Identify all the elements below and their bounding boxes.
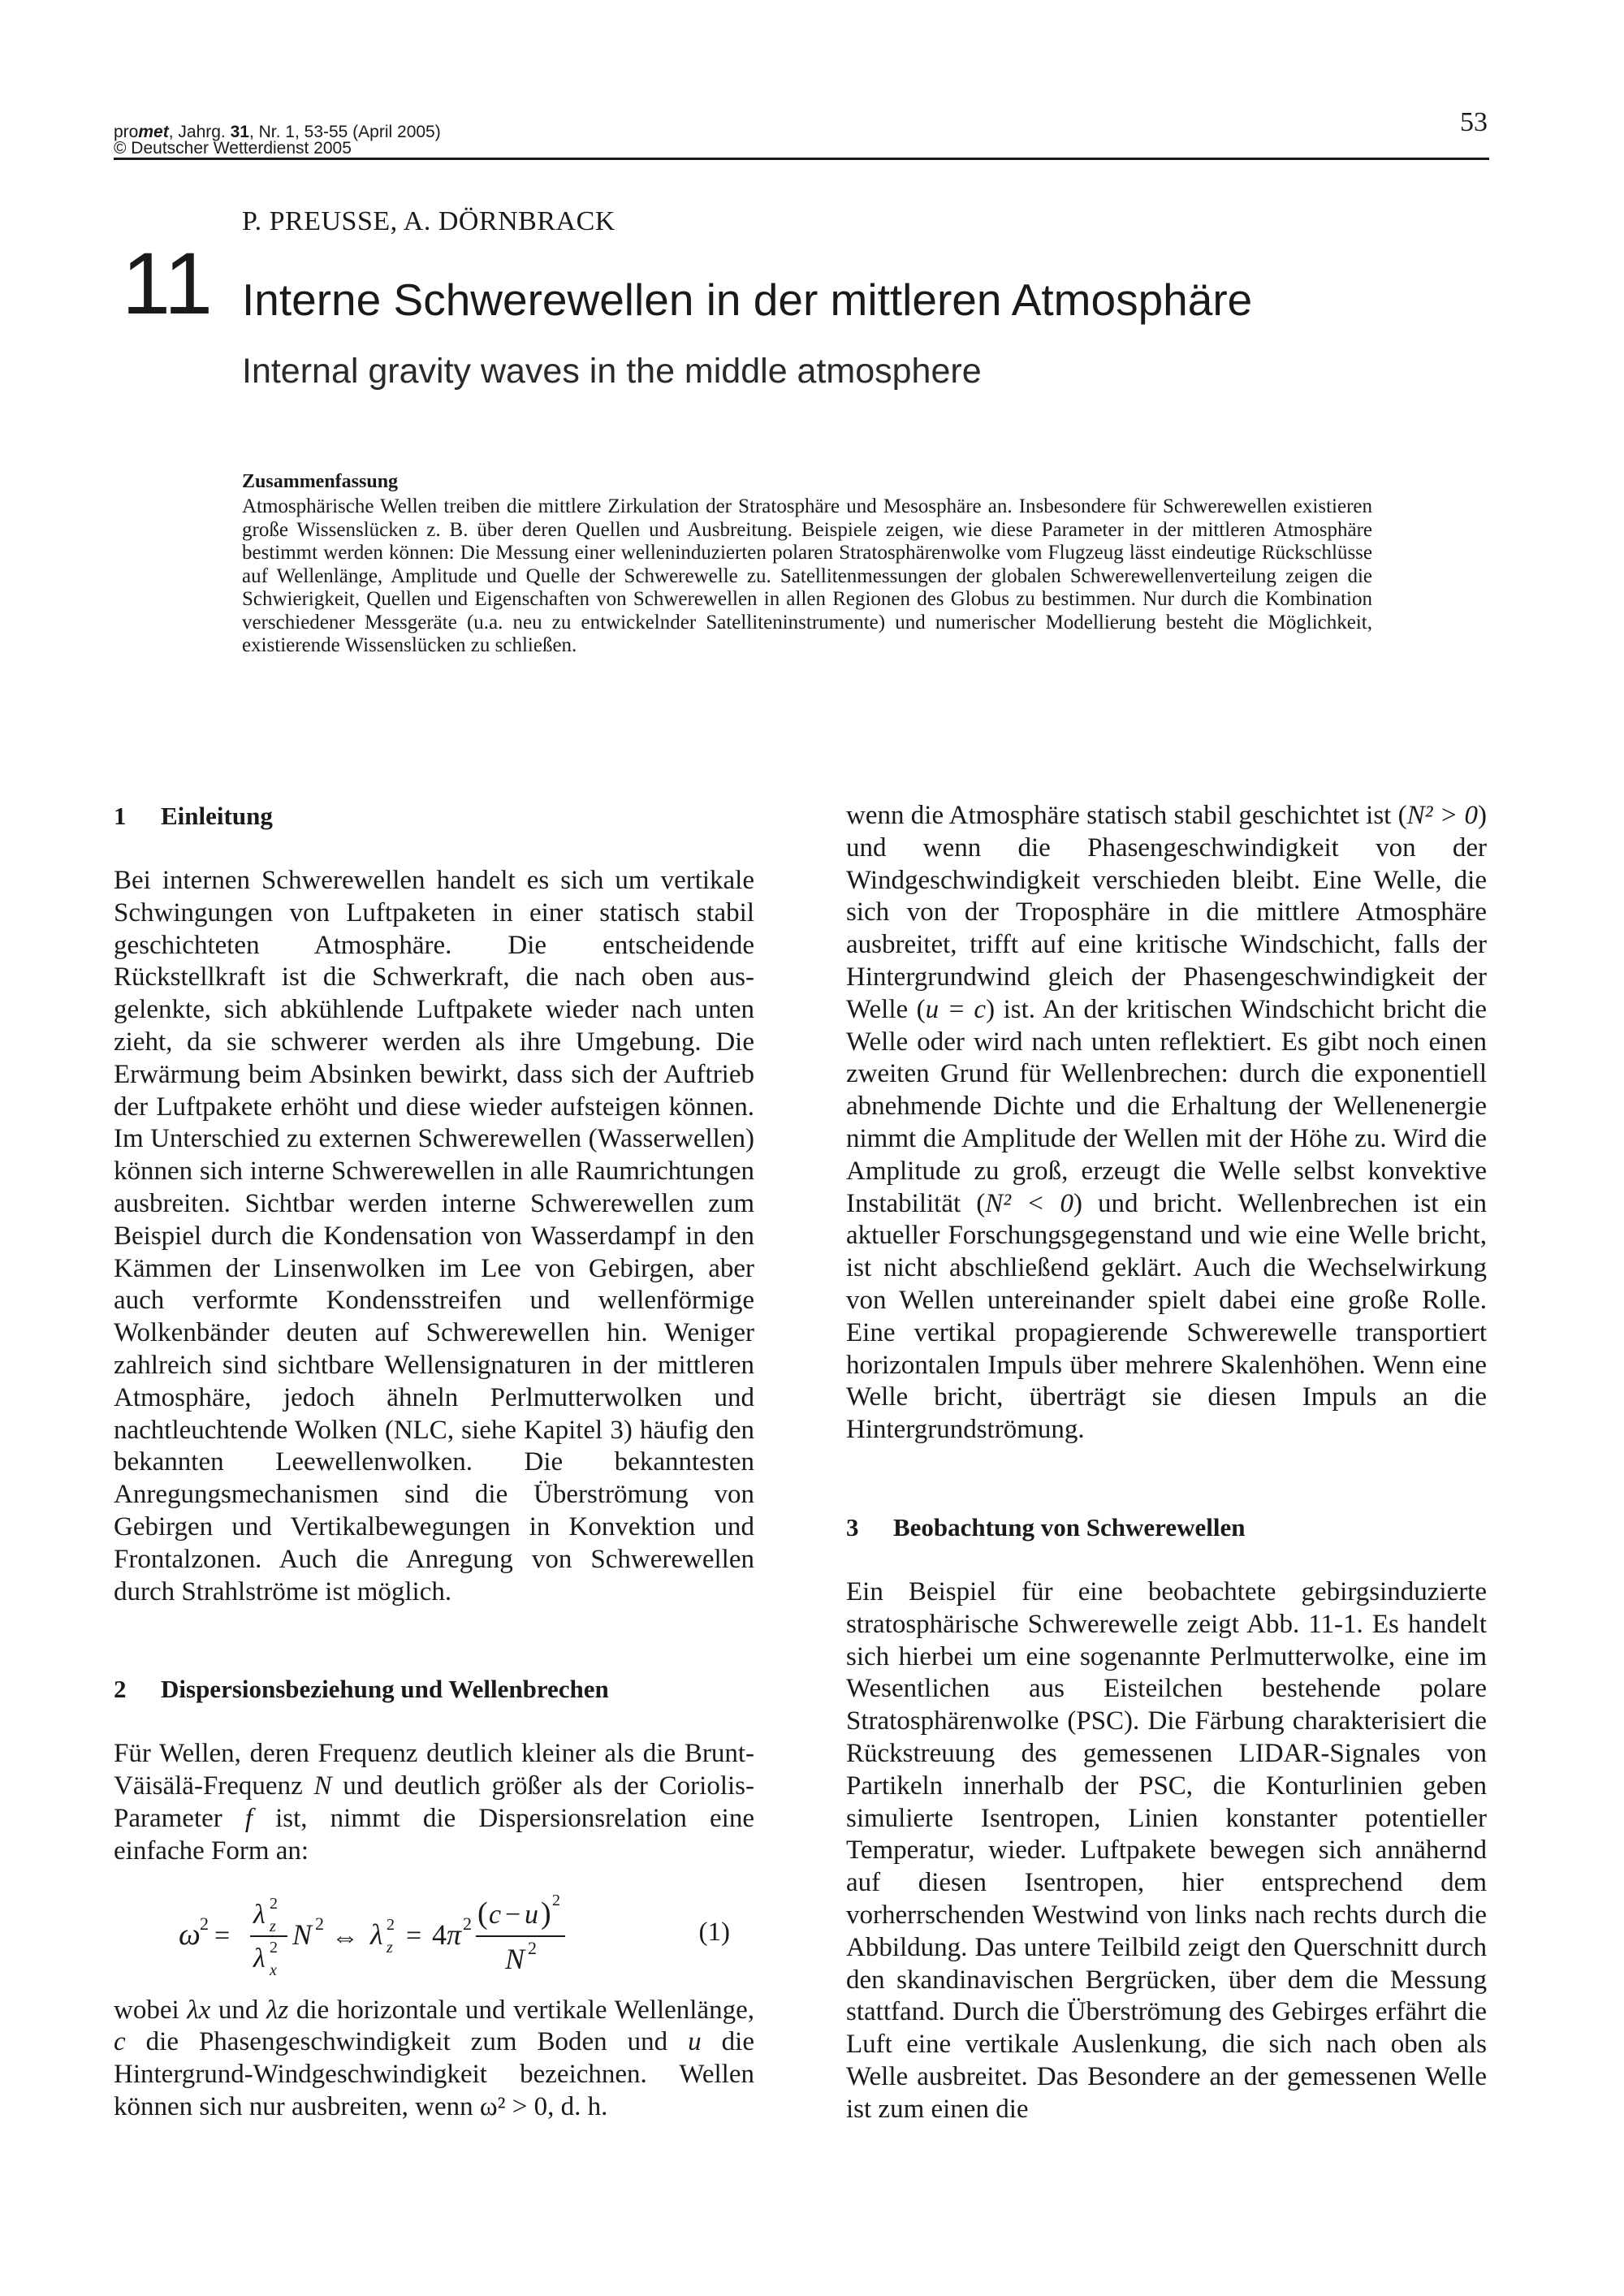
svg-text:(: (: [477, 1896, 488, 1931]
section-1-number: 1: [114, 802, 127, 830]
svg-text:2: 2: [270, 1894, 278, 1913]
abstract-heading: Zusammenfassung: [242, 471, 399, 492]
right-column: [846, 800, 1487, 2125]
section-1-body: Bei internen Schwerewellen handelt es sich um vertikale Schwingungen von Luftpaketen in einer statisch stabil geschichteten Atmosphäre. Die entscheidende Rückstellkraft ist die Schwerkraft, die nach oben ausgelenkte, sich abkühlende Luftpakete wieder nach unten zieht, da sie schwerer werden als ihre Umgebung. Die Erwärmung beim Absinken bewirkt, dass sich der Auftrieb der Luftpakete erhöht und diese wieder aufsteigen können. Im Unterschied zu externen Schwerewellen (Wasserwellen) können sich interne Schwerewellen in alle Raumrichtungen ausbreiten. Sichtbar werden interne Schwerewellen zum Beispiel durch die Kondensation von Wasserdampf in den Kämmen der Linsenwolken im Lee von Gebirgen, aber auch verformte Kondensstreifen und wellenförmige Wolkenbänder deuten auf Schwerewellen hin. Weniger zahlreich sind sichtbare Wellensignaturen in der mittleren Atmosphäre, jedoch ähneln Perlmutterwolken und nachtleuchtende Wolken (NLC, siehe Kapitel 3) häufig den bekannten Leewellenwolken. Die bekanntesten Anregungsmechanismen sind die Überströmung von Gebirgen und Vertikalbewegungen in Konvektion und Frontalzonen. Auch die Anregung von Schwerewellen durch Strahlströme ist möglich.: [114, 866, 754, 1606]
header-rule: [114, 158, 1489, 160]
section-2-heading: [114, 1673, 754, 1706]
section-3-number: 3: [846, 1512, 859, 1541]
svg-text:N: N: [505, 1942, 525, 1975]
authors: P. PREUSSE, A. DÖRNBRACK: [242, 206, 615, 236]
section-3-heading: [846, 1511, 1487, 1544]
journal-name-pro: pro: [114, 123, 139, 141]
section-2-continuation: wenn die Atmosphäre statisch stabil geschichtet ist (N² > 0) und wenn die Phasengeschwindigkeit von der Windgeschwindigkeit verschieden bleibt. Eine Welle, die sich von der Troposphäre in die mittlere Atmosphäre ausbreitet, trifft auf eine kritische Windschicht, falls der Hintergrundwind gleich der Phasengeschwindigkeit der Welle (u = c) ist. An der kritischen Windschicht bricht die Welle oder wird nach unten reflektiert. Es gibt noch einen zweiten Grund für Wellenbrechen: durch die exponentiell abnehmende Dichte und die Erhaltung der Wellenenergie nimmt die Amplitude der Wellen mit der Höhe zu. Wird die Amplitude zu groß, erzeugt die Welle selbst konvektive Instabilität (N² < 0) und bricht. Wellenbrechen ist ein aktueller Forschungsgegenstand und wie eine Welle bricht, ist nicht abschließend geklärt. Auch die Wechselwirkung von Wellen untereinander spielt dabei eine große Rolle. Eine vertikal propagierende Schwerewelle transportiert horizontalen Impuls über mehrere Skalenhöhen. Wenn eine Welle bricht, überträgt sie diesen Impuls an die Hintergrundströmung.: [846, 801, 1487, 1445]
journal-name-met: met: [138, 123, 169, 141]
equation-formula: [114, 1876, 617, 1990]
svg-text:z: z: [270, 1917, 276, 1935]
svg-text:): ): [541, 1896, 551, 1931]
dispersion-equation: [114, 1876, 754, 1990]
svg-text:=: =: [406, 1920, 422, 1951]
svg-text:2: 2: [315, 1913, 324, 1934]
copyright-line: © Deutscher Wetterdienst 2005: [114, 139, 352, 158]
svg-text:2: 2: [552, 1891, 560, 1909]
svg-text:2: 2: [528, 1937, 537, 1958]
section-1-title: Einleitung: [161, 802, 273, 830]
svg-text:=: =: [214, 1920, 231, 1951]
journal-volume: 31: [230, 123, 249, 141]
svg-text:2: 2: [200, 1913, 209, 1934]
svg-text:λ: λ: [253, 1943, 266, 1974]
svg-text:2: 2: [463, 1913, 472, 1934]
svg-text:−: −: [505, 1899, 521, 1930]
svg-text:λ: λ: [370, 1918, 383, 1951]
journal-citation: promet, Jahrg. 31, Nr. 1, 53-55 (April 2005): [114, 123, 441, 141]
svg-text:ω: ω: [179, 1917, 201, 1952]
chapter-number: 11: [122, 234, 214, 332]
section-1-heading: [114, 800, 754, 832]
svg-text:2: 2: [387, 1915, 395, 1934]
section-3-body: Ein Beispiel für eine beobachtete gebirgsinduzierte stratosphärische Schwerewelle zeigt Abb. 11-1. Es handelt sich hierbei um eine sogenannte Perlmutterwolke, eine im Wesentlichen aus Eisteilchen bestehende polare Stratosphärenwolke (PSC). Die Färbung charakterisiert die Rückstreuung des gemessenen LIDAR-Signales von Partikeln innerhalb der PSC, die Konturlinien geben simulierte Isentropen, Linien konstanter potentieller Temperatur, wieder. Luftpakete bewegen sich annähernd auf diesen Isentropen, hier entsprechend dem vorherrschenden Westwind von links nach rechts durch die Abbildung. Das untere Teilbild zeigt den Querschnitt durch den skandinavischen Bergrücken, über dem die Messung stattfand. Durch die Überströmung des Gebirges erfährt die Luft eine vertikale Auslenkung, die sich nach oben als Welle ausbreitet. Das Besondere an der gemessenen Welle ist zum einen die: [846, 1576, 1487, 2124]
section-2-after-equation: wobei λx und λz die horizontale und vertikale Wellenlänge, c die Phasengeschwindigkeit zum Boden und u die Hintergrund-Windgeschwindigkeit bezeichnen. Wellen können sich nur ausbreiten, wenn ω² > 0, d. h.: [114, 1995, 754, 2121]
section-2-number: 2: [114, 1675, 127, 1704]
section-3-title: Beobachtung von Schwerewellen: [893, 1512, 1246, 1541]
equation-number: (1): [698, 1917, 730, 1947]
chapter-title-english: Internal gravity waves in the middle atmosphere: [242, 352, 982, 391]
svg-text:u: u: [525, 1899, 538, 1930]
page-number: 53: [1460, 107, 1488, 137]
abstract: [242, 469, 1372, 658]
section-2-intro: Für Wellen, deren Frequenz deutlich kleiner als die Brunt-Väisälä-Frequenz N und deutlich größer als der Coriolis-Parameter f ist, nimmt die Dispersionsrelation eine einfache Form an:: [114, 1739, 754, 1866]
svg-text:λ: λ: [253, 1899, 266, 1930]
left-column: [114, 800, 754, 2124]
svg-text:z: z: [387, 1938, 393, 1957]
svg-text:x: x: [270, 1961, 277, 1979]
section-2-title: Dispersionsbeziehung und Wellenbrechen: [161, 1675, 609, 1704]
svg-text:⇔: ⇔: [331, 1922, 359, 1952]
svg-text:2: 2: [270, 1938, 278, 1957]
svg-text:N: N: [292, 1918, 313, 1951]
abstract-text: Atmosphärische Wellen treiben die mittlere Zirkulation der Stratosphäre und Mesosphäre an. Insbesondere für Schwerewellen existieren große Wissenslücken z. B. über deren Quellen und Ausbreitung. Beispiele zeigen, wie diese Parameter in der mittleren Atmosphäre bestimmt werden können: Die Messung einer welleninduzierten polaren Stratosphärenwolke vom Flugzeug lässt eindeutige Rückschlüsse auf Wellenlänge, Amplitude und Quelle der Schwerewelle zu. Satellitenmessungen der globalen Schwerewellenverteilung zeigen die Schwierigkeit, Quellen und Eigenschaften von Schwerewellen in allen Regionen des Globus zu bestimmen. Nur durch die Kombination verschiedener Messgeräte (u.a. neu zu entwickelnder Satelliteninstrumente) und numerischer Modellierung besteht die Möglichkeit, existierende Wissenslücken zu schließen.: [242, 495, 1372, 656]
chapter-title-german: Interne Schwerewellen in der mittleren Atmosphäre: [242, 275, 1253, 325]
svg-text:π: π: [447, 1918, 462, 1951]
svg-text:c: c: [489, 1899, 502, 1930]
svg-text:4: 4: [432, 1918, 447, 1951]
